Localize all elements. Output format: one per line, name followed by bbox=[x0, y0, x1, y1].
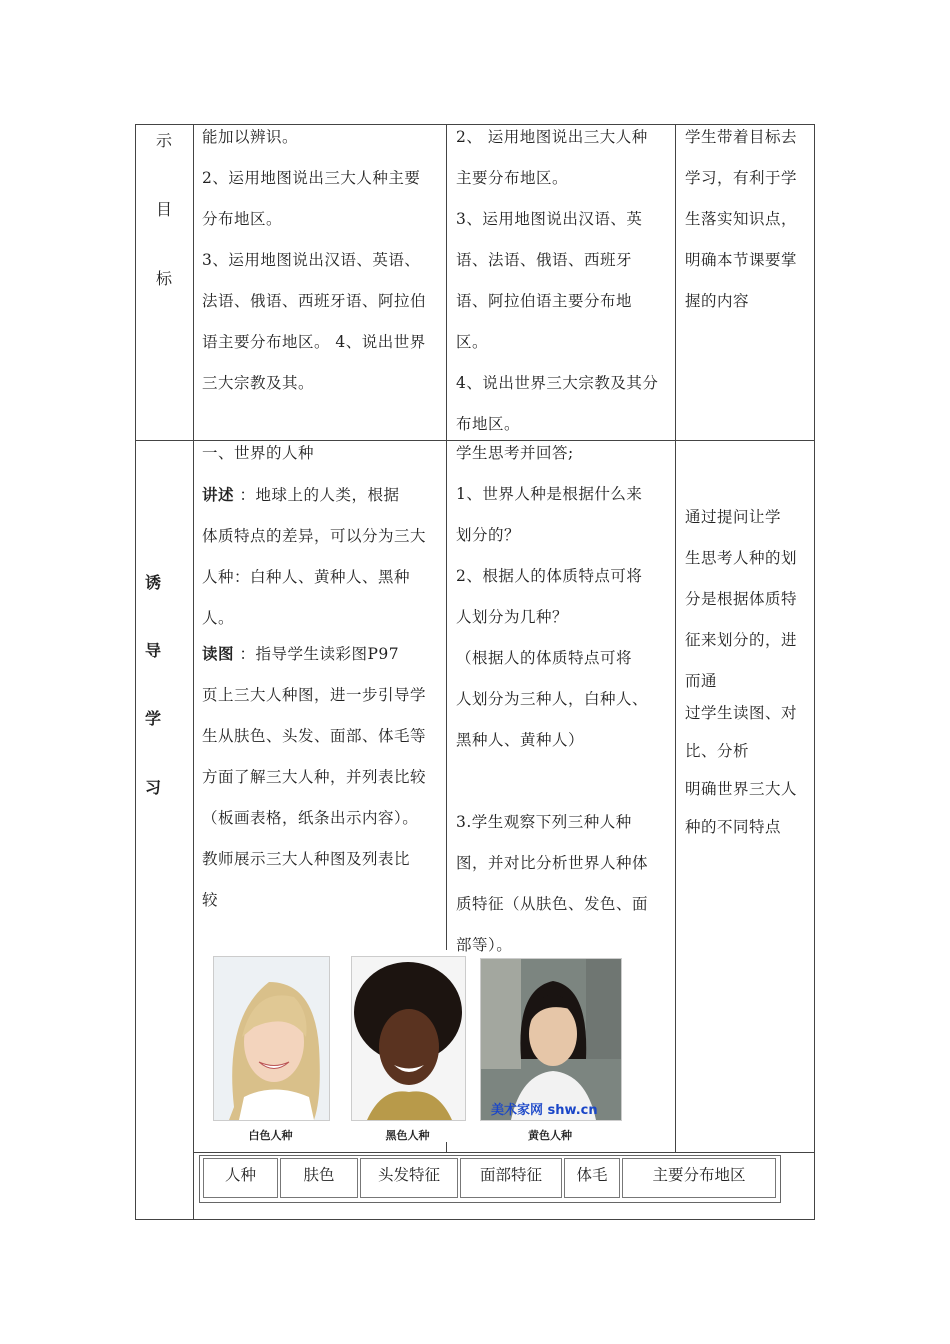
section2-intent-content-b: 过学生读图、对 比、分析 明确世界三大人 种的不同特点 bbox=[685, 704, 798, 836]
black-race-photo bbox=[351, 956, 466, 1121]
section2-heading: 一、世界的人种 bbox=[202, 444, 315, 462]
section2-side-label-3: 学 bbox=[144, 709, 161, 728]
lecture-text: ：地球上的人类，根据 体质特点的差异，可以分为三大 人种：白种人、黄种人、黑种 人。 bbox=[202, 486, 427, 627]
table-header-race: 人种 bbox=[203, 1158, 278, 1198]
photo-row-bottom bbox=[193, 1152, 815, 1153]
table-header-skin: 肤色 bbox=[280, 1158, 358, 1198]
table-right-border bbox=[814, 124, 815, 1220]
section1-side-label-2: 目 bbox=[155, 200, 172, 219]
lecture-label: 讲述 bbox=[202, 485, 235, 504]
table-col-divider-1 bbox=[193, 124, 194, 1220]
table-header-body-hair: 体毛 bbox=[564, 1158, 620, 1198]
section1-intent-content: 学生带着目标去 学习，有利于学 生落实知识点， 明确本节课要掌 握的内容 bbox=[685, 128, 798, 310]
section2-student-content: 学生思考并回答; 1、世界人种是根据什么来 划分的？ 2、根据人的体质特点可将 人划分为几种？ （根据人的体质特点可将 人划分为三种人，白种人、 黑种人、黄种人） 3.学生观察下列三种人种 图，并对比分析世界人种体 质特征（从肤色、发色、面 部等）。 bbox=[456, 444, 649, 954]
table-col-divider-3 bbox=[675, 124, 676, 1152]
section2-intent-content-a: 通过提问让学 生思考人种的划 分是根据体质特 征来划分的，进 而通 bbox=[685, 508, 798, 690]
section2-side-label-2: 导 bbox=[144, 641, 161, 660]
table-col-divider-2b bbox=[446, 1142, 447, 1152]
section2-side-label-4: 习 bbox=[144, 778, 161, 797]
section1-student-content: 2、 运用地图说出三大人种 主要分布地区。 3、运用地图说出汉语、英 语、法语、俄语、西班牙 语、阿拉伯语主要分布地 区。 4、说出世界三大宗教及其分 布地区。 bbox=[456, 128, 659, 433]
reading-label: 读图 bbox=[202, 644, 235, 663]
yellow-race-photo bbox=[480, 958, 622, 1121]
photo-watermark: 美术家网 shw.cn bbox=[491, 1103, 598, 1118]
table-col-divider-2a bbox=[446, 124, 447, 950]
table-header-hair: 头发特征 bbox=[360, 1158, 458, 1198]
table-left-border bbox=[135, 124, 136, 1220]
section1-side-label-1: 示 bbox=[155, 131, 172, 150]
table-header-distribution: 主要分布地区 bbox=[622, 1158, 776, 1198]
yellow-race-caption: 黄色人种 bbox=[528, 1129, 572, 1142]
white-race-photo bbox=[213, 956, 330, 1121]
black-race-caption: 黑色人种 bbox=[385, 1129, 430, 1142]
race-comparison-table bbox=[199, 1155, 781, 1203]
section2-lecture bbox=[202, 474, 442, 639]
section2-reading bbox=[202, 633, 442, 921]
section2-side-label-1: 诱 bbox=[144, 573, 161, 592]
section1-teacher-content: 能加以辨识。 2、运用地图说出三大人种主要 分布地区。 3、运用地图说出汉语、英语、 法语、俄语、西班牙语、阿拉伯 语主要分布地区。 4、说出世界 三大宗教及其。 bbox=[202, 128, 427, 392]
white-race-caption: 白色人种 bbox=[248, 1129, 293, 1142]
table-bottom-border bbox=[135, 1219, 815, 1220]
section1-side-label-3: 标 bbox=[155, 269, 172, 288]
reading-text: ：指导学生读彩图P97 页上三大人种图，进一步引导学 生从肤色、头发、面部、体毛等 方面了解三大人种，并列表比较 （板画表格，纸条出示内容）。 教师展示三大人种图及列表比 较 bbox=[202, 645, 427, 909]
table-header-face: 面部特征 bbox=[460, 1158, 562, 1198]
